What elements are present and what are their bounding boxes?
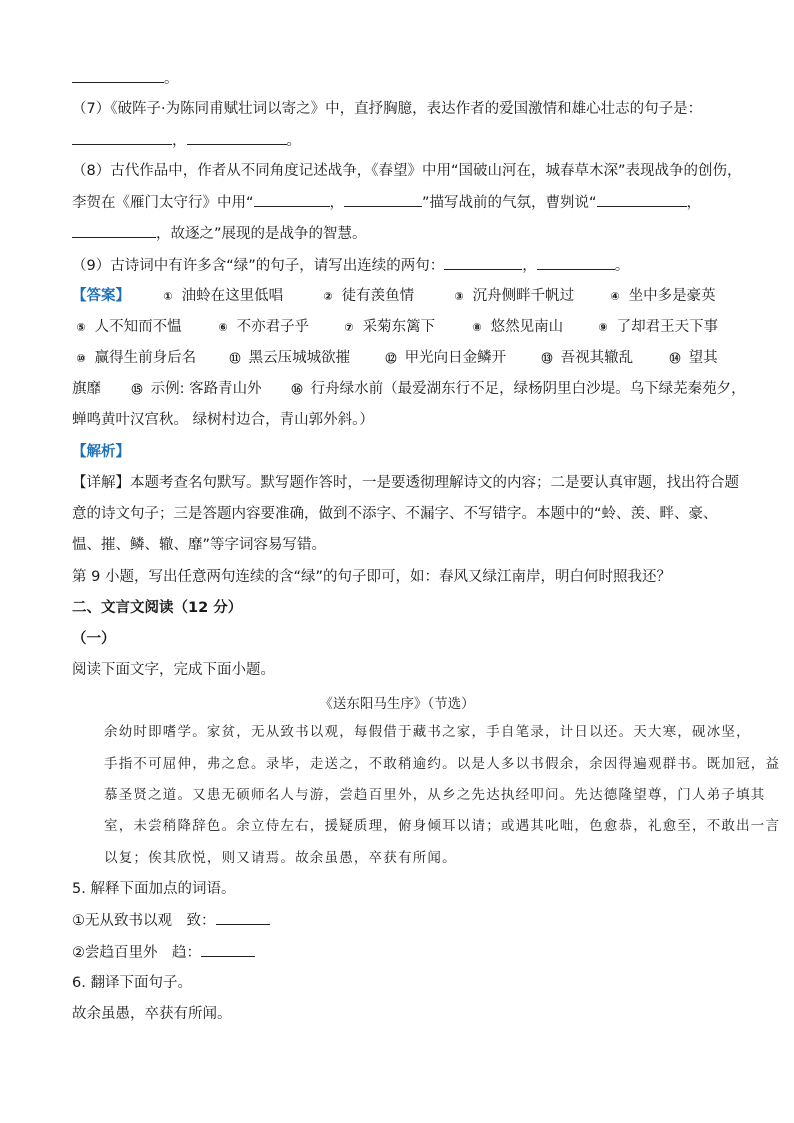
answer-item: ⑫ 甲光向日金鳞开 [385, 350, 507, 366]
section-heading: 二、文言文阅读（12 分） [72, 600, 243, 616]
analysis-tag: 【解析】 [72, 444, 130, 460]
answer-item: ⑭ 望其 [669, 350, 718, 366]
answer-item: ⑩ 赢得生前身后名 [76, 350, 197, 366]
question-9: （9）古诗词中有许多含“绿”的句子，请写出连续的两句： ， 。 [72, 255, 629, 276]
answer-blank [254, 192, 330, 207]
answer-blank [344, 192, 422, 207]
answer-blank [444, 255, 522, 270]
passage-line: 以复；俟其欣悦，则又请焉。故余虽愚，卒获有所闻。 [104, 850, 457, 866]
answer-item: ⑪ 黑云压城城欲摧 [229, 350, 351, 366]
answer-item: ⑤ 人不知而不愠 [76, 319, 182, 335]
answer-blank [537, 255, 615, 270]
answer-item: ⑥ 不亦君子乎 [218, 319, 310, 335]
answer-blank [187, 130, 287, 145]
question-5-a: ①无从致书以观 致： [72, 910, 270, 931]
answer-item: ⑨ 了却君王天下事 [598, 319, 719, 335]
answer-row-4 [72, 379, 746, 399]
analysis-detail-2: 意的诗文句子；三是答题内容要准确，做到不添字、不漏字、不写错字。本题中的“蛉、羡、畔、豪、 [72, 506, 718, 522]
answer-blank [72, 68, 164, 83]
answer-row-3 [72, 348, 732, 368]
question-7: （7）《破阵子·为陈同甫赋壮词以寄之》中，直抒胸臆，表达作者的爱国激情和雄心壮志的句子是： [72, 101, 703, 117]
answer-item: ⑯ 行舟绿水前（最爱湖东行不足，绿杨阴里白沙堤。乌下绿芜秦苑夕， [291, 381, 746, 397]
passage-line: 室，未尝稍降辞色。余立侍左右，援疑质理，俯身倾耳以请；或遇其叱咄，色愈恭，礼愈至，不敢出一言 [104, 818, 781, 834]
answer-blank [201, 942, 255, 957]
answer-item: ⑦ 采菊东篱下 [344, 319, 436, 335]
passage-line: 手指不可屈伸，弗之怠。录毕，走送之，不敢稍逾约。以是人多以书假余，余因得遍观群书。既加冠，益 [104, 756, 781, 772]
answer-item: ① 油蛉在这里低唱 [163, 288, 284, 304]
analysis-detail-4: 第 9 小题，写出任意两句连续的含“绿”的句子即可，如：春风又绿江南岸，明白何时照我还？ [72, 569, 671, 585]
question-6-sentence: 故余虽愚，卒获有所闻。 [72, 1006, 232, 1022]
answer-item: ④ 坐中多是豪英 [610, 288, 716, 304]
question-8-line-3: ，故逐之”展现的是战争的智慧。 [72, 223, 367, 244]
answer-blank [597, 192, 687, 207]
passage-title: 《送东阳马生序》（节选） [319, 696, 475, 712]
answer-blank [72, 130, 172, 145]
answer-item-continued: 旗靡 [72, 381, 101, 397]
analysis-detail-3: 愠、摧、鳞、辙、靡”等字词容易写错。 [72, 537, 327, 553]
answer-item: ⑬ 吾视其辙乱 [541, 350, 634, 366]
analysis-detail-1: 【详解】本题考查名句默写。默写题作答时，一是要透彻理解诗文的内容；二是要认真审题，找出符合题 [72, 475, 739, 491]
question-5-b: ②尝趋百里外 趋： [72, 942, 255, 963]
question-6: 6. 翻译下面句子。 [72, 975, 192, 991]
answer-blank [216, 910, 270, 925]
answer-continued: 蝉鸣黄叶汉宫秋。 绿树村边合，青山郭外斜。） [72, 412, 374, 428]
passage-line: 余幼时即嗜学。家贫，无从致书以观，每假借于藏书之家，手自笔录，计日以还。天大寒，砚冰坚， [104, 724, 751, 740]
answer-blank [72, 223, 156, 238]
answer-item: ③ 沉舟侧畔千帆过 [454, 288, 575, 304]
question-8: （8）古代作品中，作者从不同角度记述战争，《春望》中用“国破山河在，城春草木深”表现战争的创伤， [72, 163, 742, 179]
question-5: 5. 解释下面加点的词语。 [72, 881, 236, 897]
answer-item: ⑮ 示例: 客路青山外 [131, 381, 262, 397]
answer-item: ② 徒有羡鱼情 [323, 288, 415, 304]
subsection-heading: （一） [72, 631, 116, 647]
question-8-line-2: 李贺在《雁门太守行》中用“ ， ”描写战前的气氛，曹刿说“ ， [72, 192, 701, 213]
answer-row-2 [72, 317, 732, 337]
answer-row-1 [72, 286, 732, 306]
answer-item: ⑧ 悠然见南山 [472, 319, 564, 335]
passage-line: 慕圣贤之道。又患无硕师名人与游，尝趋百里外，从乡之先达执经叩问。先达德隆望尊，门人弟子填其 [104, 787, 766, 803]
reading-instruction: 阅读下面文字，完成下面小题。 [72, 662, 275, 678]
question-7-blanks: ， 。 [72, 130, 301, 151]
answer-tag: 【答案】 [72, 288, 130, 304]
line-1: 。 [72, 68, 179, 89]
